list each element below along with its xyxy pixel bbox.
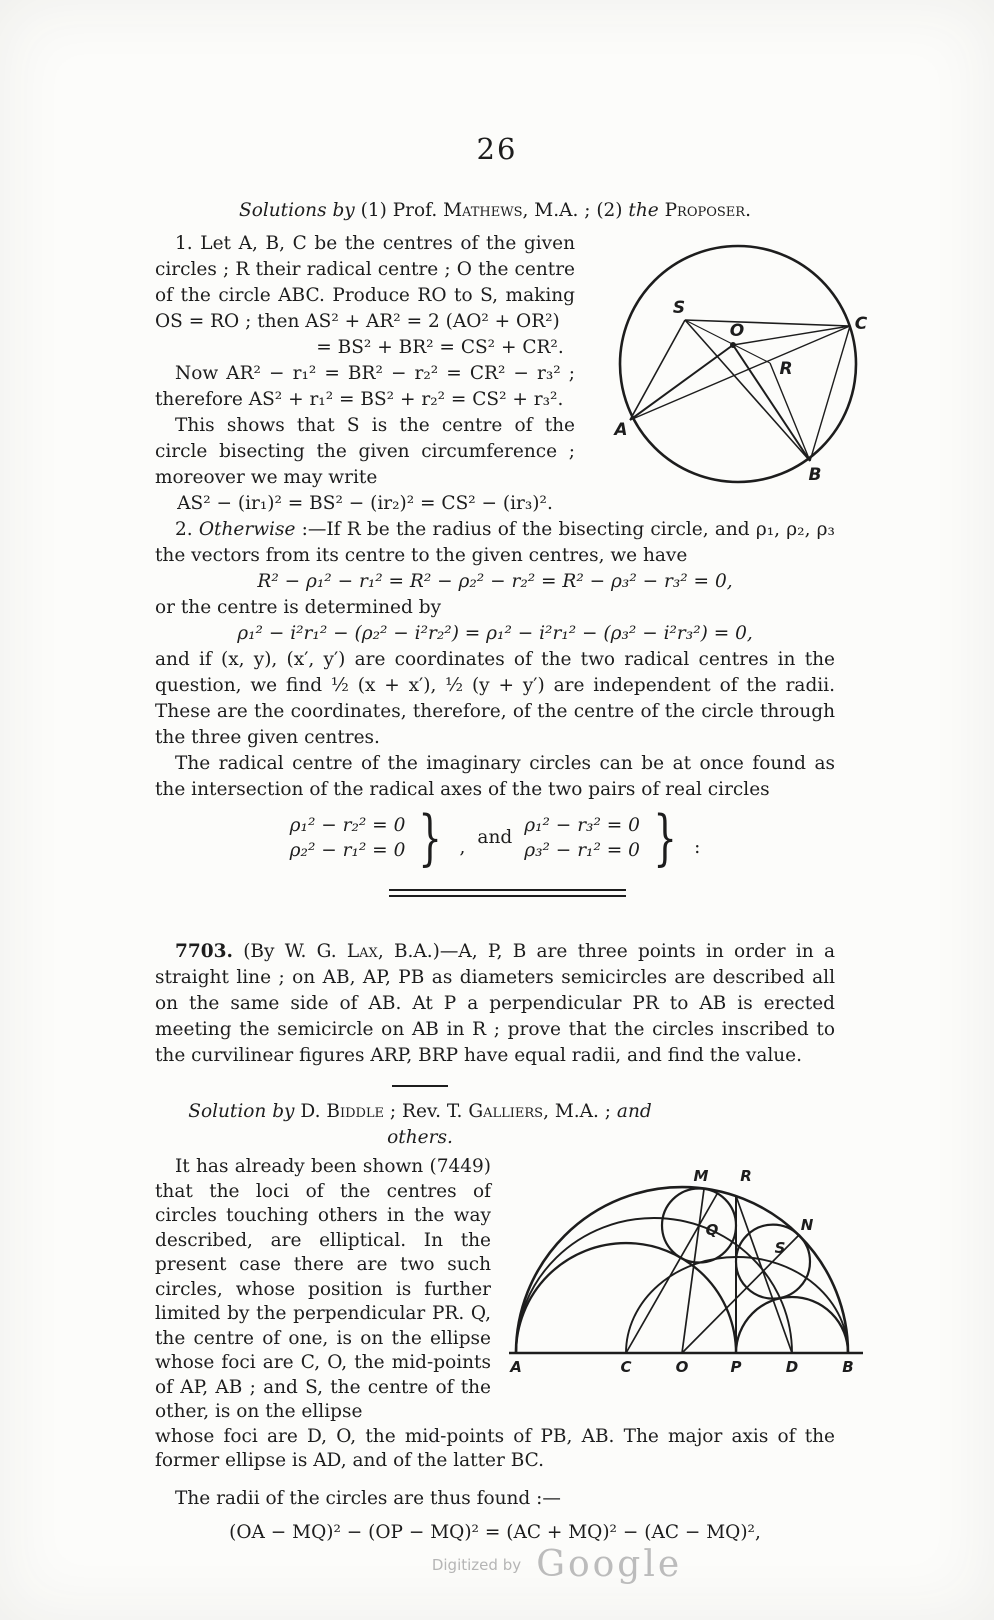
fig2-label-n: N (800, 1216, 814, 1234)
byline-text: (1) Prof. (354, 200, 444, 221)
fig2-label-a: A (510, 1358, 522, 1376)
solution-7703-paragraph-2: whose foci are D, O, the mid-points of PB, AB. The major axis of the former ellipse is AD, and of the latter BC. (155, 1425, 835, 1471)
equation-imaginary-radii: AS² − (ir₁)² = BS² − (ir₂)² = CS² − (ir₃)². (177, 493, 553, 514)
fig2-label-c: C (620, 1358, 632, 1376)
solutions-byline (155, 198, 835, 224)
fig1-label-b: B (808, 465, 822, 485)
circle-diagram (585, 233, 877, 491)
solution-7703-block (155, 1155, 854, 1474)
fig1-label-r: R (779, 359, 793, 379)
equation-oa-mq: (OA − MQ)² − (OP − MQ)² = (AC + MQ)² − (AC − MQ)², (229, 1521, 761, 1543)
solution1-paragraph-1: 1. Let A, B, C be the centres of the given circles ; R their radical centre ; O the centre of the circle ABC. Produce RO to S, making OS = RO ; then AS² + AR² = 2 (AO² + OR²) (155, 233, 575, 332)
problem-text: , B.A.)—A, P, B are three points in order in a straight line ; on AB, AP, PB as diameters semicircles are described all on the same side of AB. At P a perpendicular PR to AB is erected meeting the semicircle on AB in R ; prove that the circles inscribed to the curvilinear figures ARP, BRP have equal radii, and find the value. (155, 941, 836, 1066)
paragraph-text: :—If R be the radius of the bisecting circle, and ρ₁, ρ₂, ρ₃ the vectors from its centre to the given centres, we have (155, 519, 835, 566)
fig2-label-p: P (730, 1358, 742, 1376)
fig2-label-s: S (774, 1239, 786, 1257)
solution1-paragraph-7: The radical centre of the imaginary circles can be at once found as the intersection of the radical axes of the two pairs of real circles (155, 753, 835, 800)
byline-text: ; Rev. T. (384, 1101, 469, 1122)
short-rule (392, 1085, 448, 1087)
equation-line: ρ₁² − r₃² = 0 (524, 815, 640, 836)
solution-7703-paragraph-3: The radii of the circles are thus found :— (175, 1487, 561, 1509)
equation-bs-cs: = BS² + BR² = CS² + CR². (316, 337, 564, 358)
equation-pair-right (524, 813, 640, 863)
line-dr (736, 1196, 792, 1353)
solver-name-proposer: Proposer. (664, 200, 751, 221)
byline-text: D. (294, 1101, 327, 1122)
centre-point-o (730, 342, 736, 348)
equation-system (155, 803, 835, 873)
right-brace-glyph: } (653, 803, 677, 873)
fig2-label-d: D (785, 1358, 799, 1376)
fig1-label-s: S (672, 298, 686, 318)
semicircle-ap (516, 1243, 736, 1353)
solver-name-mathews: Mathews (443, 200, 523, 221)
equation-pair-left (290, 813, 406, 863)
fig1-label-o: O (729, 321, 745, 341)
punctuation: : (694, 837, 701, 858)
equation-line: ρ₂² − r₁² = 0 (289, 840, 406, 861)
equation-line: ρ₃² − r₁² = 0 (524, 840, 640, 861)
proposer-name-lax: Lax (346, 941, 378, 962)
fig2-label-b: B (842, 1358, 854, 1376)
solution1-paragraph-6: and if (x, y), (x′, y′) are coordinates of the two radical centres in the question, we find ½ (x + x′), ½ (y + y′) are independent of the radii. These are the coordinates, therefore, of the centre of the circle through the three given centres. (155, 649, 835, 748)
equation-rho-i2r: ρ₁² − i²r₁² − (ρ₂² − i²r₂²) = ρ₁² − i²r₁² − (ρ₃² − i²r₃²) = 0, (237, 623, 753, 644)
fig1-label-a: A (614, 420, 628, 440)
watermark-prefix: Digitized by (431, 1556, 522, 1574)
and-word: and (477, 827, 513, 848)
digitized-by-google-watermark (0, 1544, 994, 1585)
semicircle-diagram (503, 1143, 875, 1383)
fig2-label-o: O (675, 1358, 689, 1376)
fig1-label-c: C (854, 314, 868, 334)
byline-text: , M.A. ; (2) (522, 200, 629, 221)
solution1-paragraph-2: Now AR² − r₁² = BR² − r₂² = CR² − r₃² ; therefore AS² + r₁² = BS² + r₂² = CS² + r₃². (155, 363, 575, 410)
circumscribed-circle (620, 246, 856, 482)
fig2-label-m: M (693, 1167, 709, 1185)
punctuation: , (459, 837, 466, 858)
solution1-paragraph-4 (155, 517, 835, 569)
fig2-label-q: Q (705, 1221, 719, 1239)
figure-semicircles (503, 1143, 875, 1383)
item-number: 2. (175, 519, 199, 540)
byline-italic: Solutions by (239, 200, 355, 221)
solution-7703-paragraph-1: It has already been shown (7449) that the loci of the centres of circles touching others in the way described, are elliptical. In the present case there are two such circles, whose position is further limited by the perpendicular PR. Q, the centre of one, is on the ellipse whose foci are C, O, the mid-points of AP, AB ; and S, the centre of the other, is on the ellipse (155, 1156, 491, 1422)
byline-text: , M.A. ; (543, 1101, 617, 1122)
fig2-label-r: R (740, 1167, 752, 1185)
section-divider-double-rule (389, 889, 626, 897)
byline-italic: and others. (387, 1101, 652, 1148)
solution1-block (155, 231, 868, 873)
solution1-paragraph-3: This shows that S is the centre of the circle bisecting the given circumference ; moreover we may write (155, 415, 575, 488)
google-logo-text: Google (536, 1544, 683, 1585)
page-number: 26 (476, 132, 518, 166)
right-brace-glyph: } (418, 803, 443, 873)
otherwise-italic: Otherwise (198, 519, 296, 540)
problem-text: (By W. G. (232, 941, 347, 962)
byline-italic: the (628, 200, 665, 221)
problem-number: 7703. (175, 941, 233, 962)
solver-name-biddle: Biddle (326, 1101, 385, 1122)
problem-7703-statement (155, 939, 835, 1069)
byline-italic: Solution by (188, 1101, 295, 1122)
figure-radical-centre-circle (585, 233, 877, 491)
page-content (155, 198, 868, 1546)
solution1-paragraph-5: or the centre is determined by (155, 597, 442, 618)
solver-name-galliers: Galliers (468, 1101, 544, 1122)
equation-rho-r: R² − ρ₁² − r₁² = R² − ρ₂² − r₂² = R² − ρ₃² − r₃² = 0, (257, 571, 733, 592)
equation-line: ρ₁² − r₂² = 0 (289, 815, 406, 836)
